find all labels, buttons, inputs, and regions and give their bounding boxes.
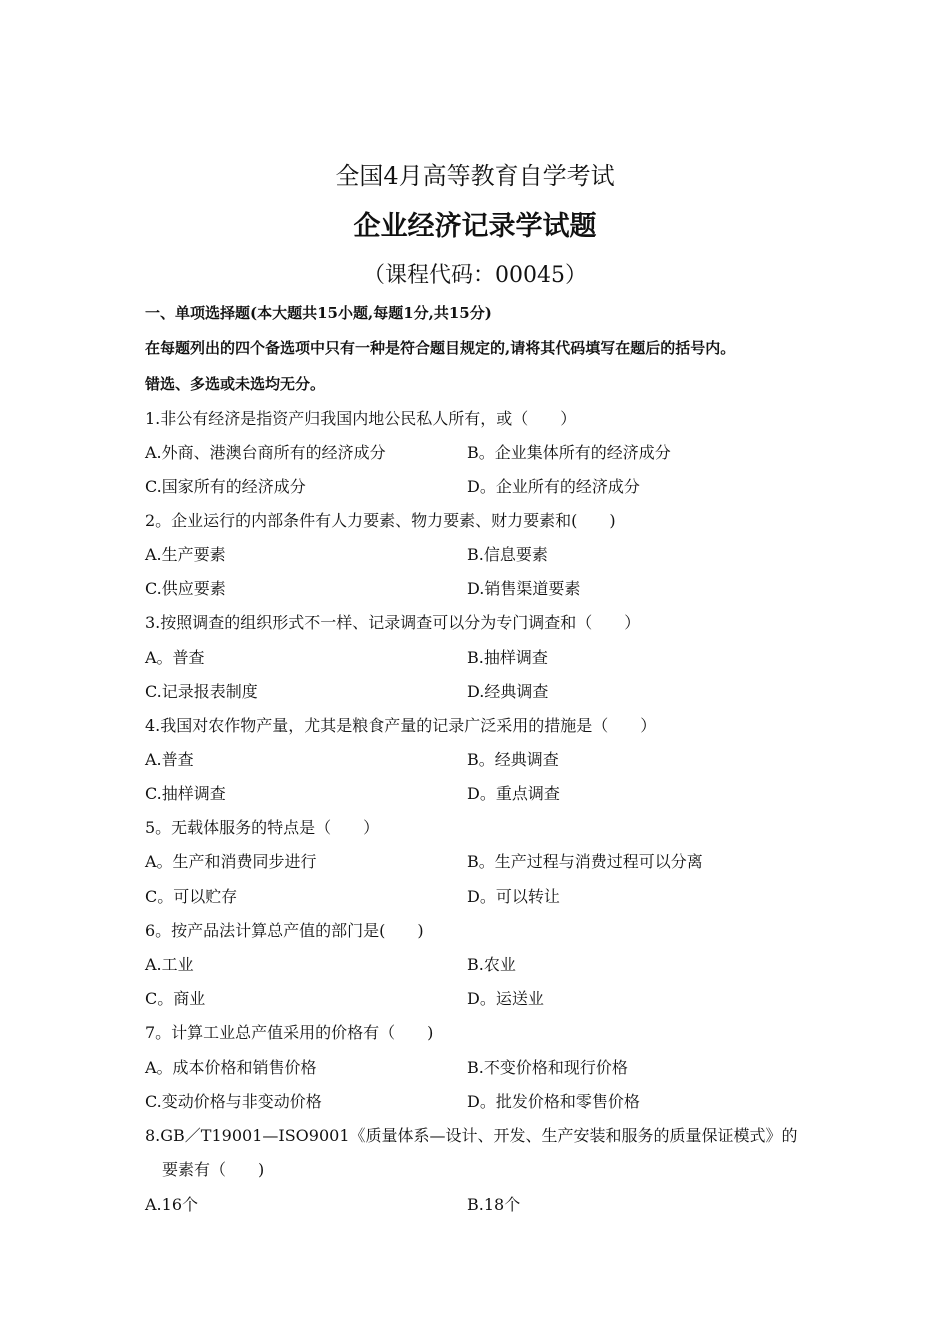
- question-4: 4.我国对农作物产量，尤其是粮食产量的记录广泛采用的措施是（ ）: [145, 716, 657, 735]
- option-1b: B。企业集体所有的经济成分: [467, 443, 671, 462]
- option-5d: D。可以转让: [467, 887, 560, 906]
- option-4c: C.抽样调查: [145, 784, 226, 803]
- option-8b: B.18个: [467, 1195, 521, 1214]
- option-6c: C。商业: [145, 989, 206, 1008]
- option-5a: A。生产和消费同步进行: [145, 852, 317, 871]
- section-instruction: 在每题列出的四个备选项中只有一种是符合题目规定的,请将其代码填写在题后的括号内。: [145, 339, 736, 357]
- option-6d: D。运送业: [467, 989, 544, 1008]
- option-2c: C.供应要素: [145, 579, 226, 598]
- question-8-continued: 要素有（ ): [162, 1160, 265, 1179]
- course-code: （课程代码：00045）: [363, 263, 587, 288]
- option-4a: A.普查: [145, 750, 194, 769]
- exam-title: 企业经济记录学试题: [353, 211, 597, 242]
- option-3a: A。普查: [145, 648, 205, 667]
- question-6: 6。按产品法计算总产值的部门是( ): [145, 921, 424, 940]
- exam-header: 全国4月高等教育自学考试: [335, 162, 615, 190]
- question-1: 1.非公有经济是指资产归我国内地公民私人所有，或（ ）: [145, 409, 577, 428]
- option-2b: B.信息要素: [467, 545, 548, 564]
- option-5c: C。可以贮存: [145, 887, 238, 906]
- option-3b: B.抽样调查: [467, 648, 548, 667]
- section-instruction-2: 错选、多选或未选均无分。: [145, 375, 326, 393]
- question-2: 2。企业运行的内部条件有人力要素、物力要素、财力要素和( ): [145, 511, 616, 530]
- question-7: 7。计算工业总产值采用的价格有（ ): [145, 1023, 434, 1042]
- option-3c: C.记录报表制度: [145, 682, 258, 701]
- option-4b: B。经典调查: [467, 750, 559, 769]
- option-1a: A.外商、港澳台商所有的经济成分: [145, 443, 386, 462]
- section-heading: 一、单项选择题(本大题共15小题,每题1分,共15分): [145, 304, 492, 322]
- option-6a: A.工业: [145, 955, 194, 974]
- option-1d: D。企业所有的经济成分: [467, 477, 640, 496]
- question-8: 8.GB／T19001—ISO9001《质量体系—设计、开发、生产安装和服务的质量保证模式》的: [145, 1126, 798, 1145]
- option-7b: B.不变价格和现行价格: [467, 1058, 628, 1077]
- question-5: 5。无载体服务的特点是（ ）: [145, 818, 380, 837]
- option-6b: B.农业: [467, 955, 516, 974]
- option-7a: A。成本价格和销售价格: [145, 1058, 317, 1077]
- option-7d: D。批发价格和零售价格: [467, 1092, 640, 1111]
- option-4d: D。重点调查: [467, 784, 560, 803]
- option-8a: A.16个: [145, 1195, 199, 1214]
- option-1c: C.国家所有的经济成分: [145, 477, 306, 496]
- option-2a: A.生产要素: [145, 545, 226, 564]
- option-7c: C.变动价格与非变动价格: [145, 1092, 322, 1111]
- option-3d: D.经典调查: [467, 682, 549, 701]
- question-3: 3.按照调查的组织形式不一样、记录调查可以分为专门调查和（ ）: [145, 613, 641, 632]
- option-5b: B。生产过程与消费过程可以分离: [467, 852, 703, 871]
- option-2d: D.销售渠道要素: [467, 579, 581, 598]
